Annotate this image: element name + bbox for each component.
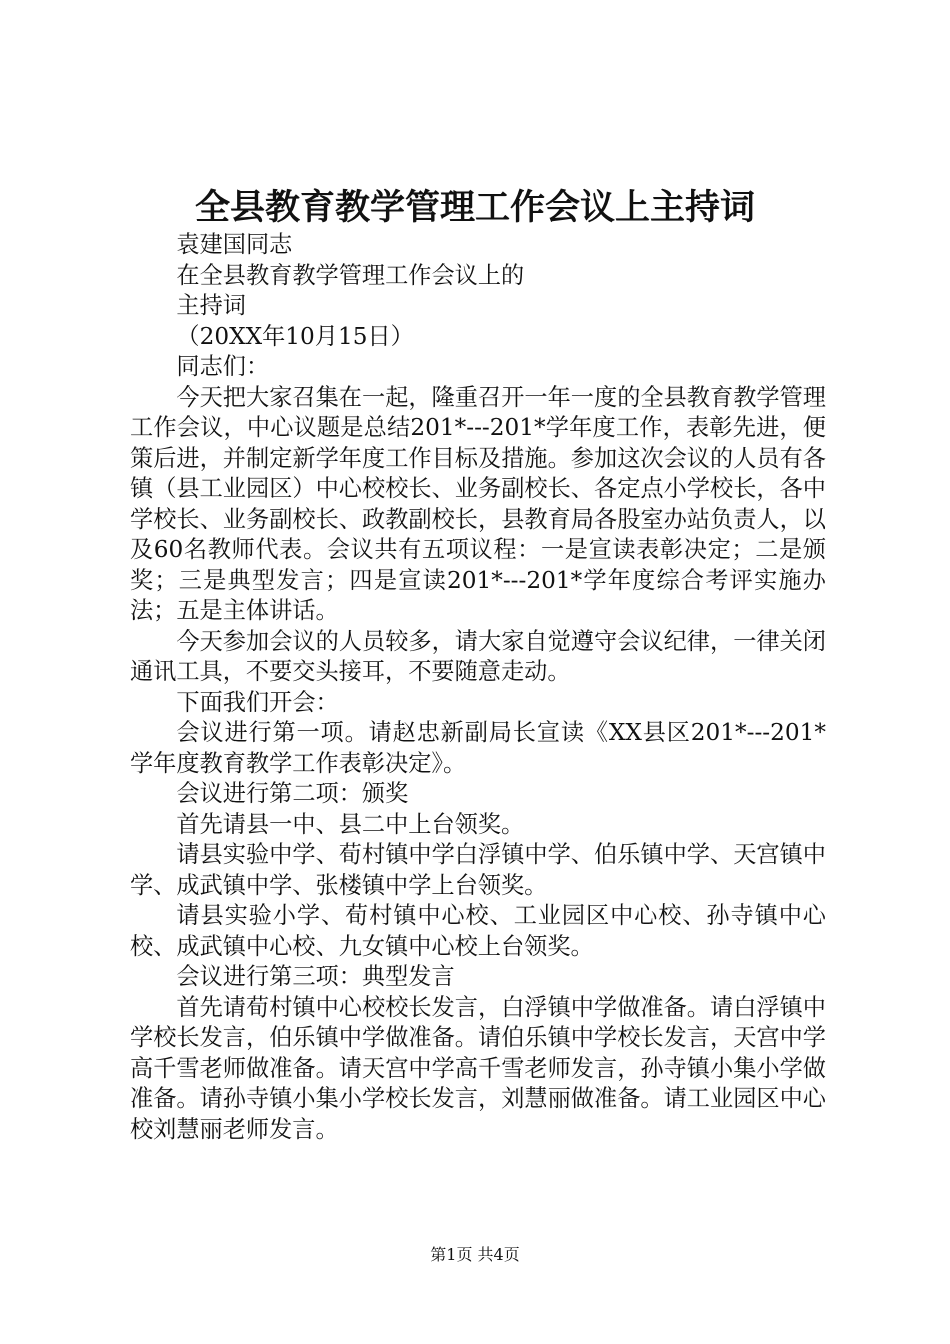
document-body xyxy=(130,230,826,1145)
paragraph: 会议进行第二项：颁奖 xyxy=(176,780,409,807)
paragraph: 请县实验小学、荀村镇中心校、工业园区中心校、孙寺镇中心校、成武镇中心校、九女镇中心校上台领奖。 xyxy=(130,902,826,960)
paragraph: 同志们： xyxy=(176,353,270,380)
paragraph: 首先请荀村镇中心校校长发言，白浮镇中学做准备。请白浮镇中学校长发言，伯乐镇中学做准备。请伯乐镇中学校长发言，天宫中学高千雪老师做准备。请天宫中学高千雪老师发言，孙寺镇小集小学做准备。请孙寺镇小集小学校长发言，刘慧丽做准备。请工业园区中心校刘慧丽老师发言。 xyxy=(130,993,826,1143)
paragraph: （20XX年10月15日） xyxy=(176,322,414,350)
paragraph: 今天把大家召集在一起，隆重召开一年一度的全县教育教学管理工作会议，中心议题是总结201*---201*学年度工作，表彰先进，便策后进，并制定新学年度工作目标及措施。参加这次会议的人员有各镇（县工业园区）中心校校长、业务副校长、各定点小学校长，各中学校长、业务副校长、政教副校长，县教育局各股室办站负责人，以及60名教师代表。会议共有五项议程：一是宣读表彰决定；二是颁奖；三是典型发言；四是宣读201*---201*学年度综合考评实施办法；五是主体讲话。 xyxy=(130,383,826,624)
paragraph: 主持词 xyxy=(176,292,246,319)
paragraph: 下面我们开会： xyxy=(176,688,339,716)
paragraph: 袁建国同志 xyxy=(176,231,293,258)
paragraph: 在全县教育教学管理工作会议上的 xyxy=(176,261,525,289)
paragraph: 会议进行第三项：典型发言 xyxy=(176,963,455,990)
paragraph: 首先请县一中、县二中上台领奖。 xyxy=(176,810,525,838)
paragraph: 会议进行第一项。请赵忠新副局长宣读《XX县区201*---201*学年度教育教学工作表彰决定》。 xyxy=(130,719,826,777)
paragraph: 请县实验中学、荀村镇中学白浮镇中学、伯乐镇中学、天宫镇中学、成武镇中学、张楼镇中学上台领奖。 xyxy=(130,841,826,899)
document-title: 全县教育教学管理工作会议上主持词 xyxy=(194,187,755,228)
page-number-footer: 第1页 共4页 xyxy=(430,1245,520,1264)
paragraph: 今天参加会议的人员较多，请大家自觉遵守会议纪律，一律关闭通讯工具，不要交头接耳，不要随意走动。 xyxy=(130,627,826,685)
